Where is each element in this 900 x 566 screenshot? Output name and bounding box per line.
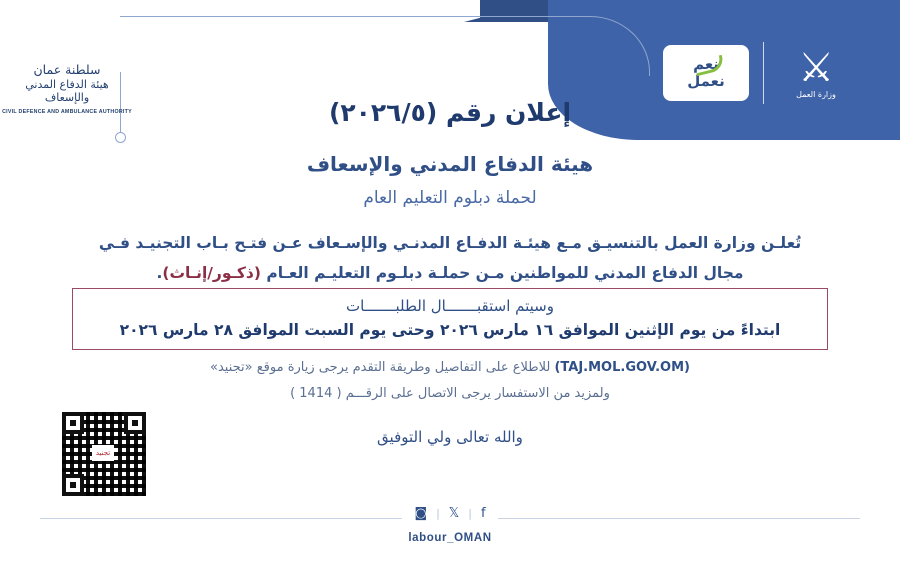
announcement-body-line2 [60, 258, 840, 288]
header-logo-group [663, 42, 854, 104]
social-separator-1: | [468, 507, 472, 520]
ministry-of-labour-name: وزارة العمل [796, 90, 836, 99]
x-twitter-icon[interactable]: 𝕏 [448, 506, 460, 521]
qr-center-label: تجنيد [92, 445, 114, 461]
ministry-of-labour-logo [778, 47, 854, 99]
organization-name: هيئة الدفاع المدني والإسعاف [306, 152, 594, 176]
social-handle: labour_OMAN [408, 532, 492, 544]
closing-blessing: والله تعالى ولي التوفيق [377, 428, 523, 446]
social-links [0, 506, 900, 521]
announcement-body-line1: تُعلـن وزارة العمل بالتنسيـق مـع هيئـة الدفـاع المدنـي والإسـعاف عـن فتـح بـاب التجنيـد فـي [98, 234, 802, 252]
facebook-icon[interactable]: f [480, 506, 486, 521]
civil-defence-logo-arabic-line2: هيئة الدفاع المدني والإسعاف [25, 77, 109, 105]
qr-finder-top-left [62, 412, 84, 434]
naeem-logo-line1: نعم [693, 55, 719, 73]
qr-code[interactable] [62, 412, 146, 496]
announcement-body-line2-text: مجال الدفاع المدني للمواطنين مـن حملـة دبلـوم التعليـم العـام [260, 264, 744, 282]
application-period-dates: ابتداءً من يوم الإثنين الموافق ١٦ مارس ٢٠٢٦ وحتى يوم السبت الموافق ٢٨ مارس ٢٠٢٦ [119, 321, 781, 339]
website-note-text: للاطلاع على التفاصيل وطريقة التقدم يرجى زيارة موقع «تجنيد» [210, 360, 551, 375]
announcement-gender-highlight: (ذكـور/إنـاث) [162, 264, 261, 282]
decorative-endpoint-dot [115, 132, 126, 143]
application-period-label: وسيتم استقبـــــــال الطلبـــــــات [346, 297, 554, 315]
website-note [0, 360, 900, 375]
qr-finder-top-right [124, 412, 146, 434]
qr-finder-bottom-left [62, 474, 84, 496]
announcement-body-line2-end: . [156, 264, 163, 282]
decorative-curve-line [120, 16, 650, 76]
phone-note: ولمزيد من الاستفسار يرجى الاتصال على الرقـــم ( 1414 ) [290, 386, 610, 401]
naeem-namal-logo-icon [663, 45, 749, 101]
oman-khanjar-emblem-icon: ⚔ [798, 45, 834, 91]
social-separator-2: | [436, 507, 440, 520]
header-logo-divider [763, 42, 764, 104]
announcement-title: إعلان رقم (٢٠٢٦/٥) [328, 98, 572, 127]
naeem-logo-line2: نعمل [687, 72, 725, 90]
application-period-box [72, 288, 828, 350]
website-url[interactable]: (TAJ.MOL.GOV.OM) [554, 360, 690, 375]
instagram-icon[interactable]: ◙ [414, 506, 428, 521]
civil-defence-logo-english: CIVIL DEFENCE AND AMBULANCE AUTHORITY [2, 109, 132, 116]
announcement-body [60, 228, 840, 288]
civil-defence-logo-arabic-line1: سلطنة عمان [33, 62, 101, 77]
announcement-subtitle: لحملة دبلوم التعليم العام [363, 188, 537, 208]
